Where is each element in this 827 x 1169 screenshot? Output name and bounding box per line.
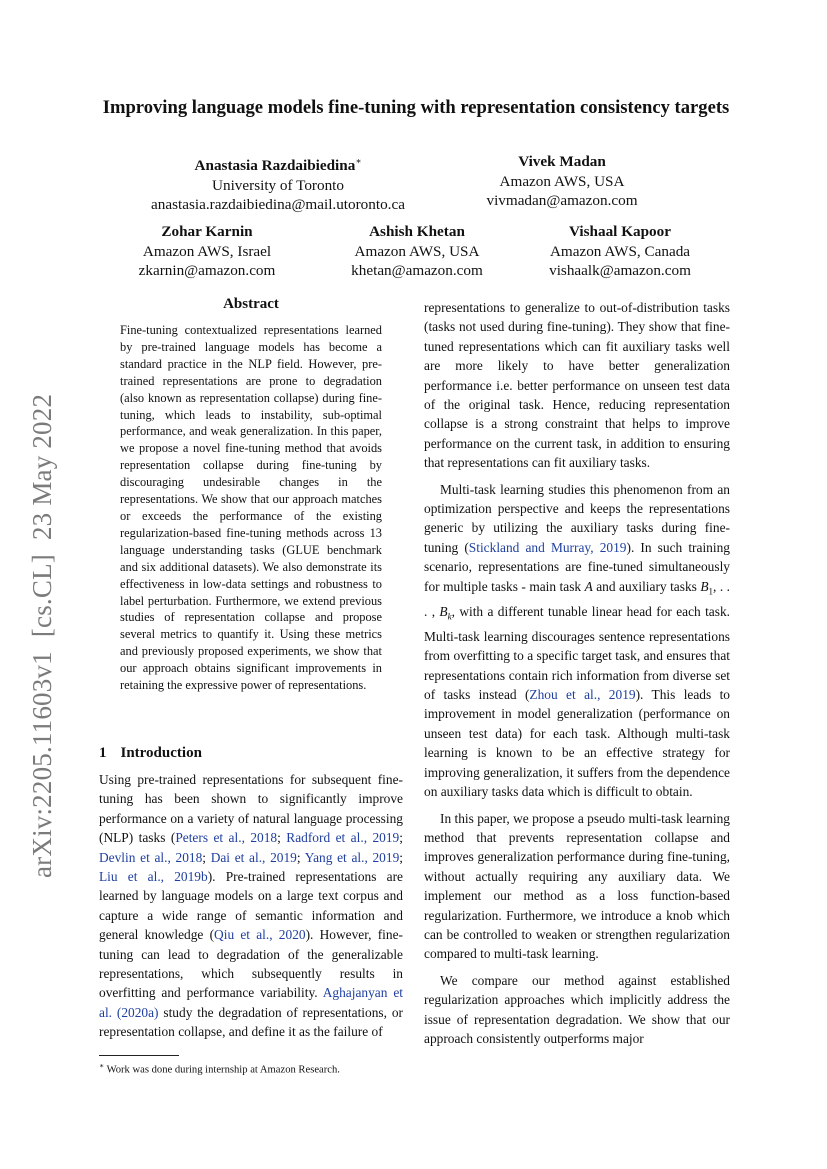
right-column: [424, 298, 730, 1048]
author-affiliation: University of Toronto: [212, 176, 344, 194]
citation-link[interactable]: Aghajanyan et al. (2020a): [99, 985, 403, 1020]
author-email: anastasia.razdaibiedina@mail.utoronto.ca: [151, 196, 405, 214]
author-block: [530, 222, 710, 281]
author-block: [138, 152, 418, 215]
arxiv-category: [cs.CL]: [27, 554, 57, 638]
author-name: Anastasia Razdaibiedina∗: [194, 156, 362, 175]
section-number: 1: [99, 745, 107, 761]
arxiv-date: 23 May 2022: [27, 393, 57, 541]
citation-link[interactable]: Liu et al., 2019b: [99, 869, 208, 885]
abstract-text: Fine-tuning contextualized representations learned by pre-trained language models has become a standard practice in the NLP field. However, pre-trained representations are prone to degradation (also known as representation collapse) during fine-tuning, which leads to instability, sub-optimal performance, and weak generalization. In this paper, we propose a novel fine-tuning method that avoids representation collapse during fine-tuning by discouraging undesirable changes in the representations. We show that our approach matches or exceeds the performance of the existing regularization-based fine-tuning methods across 13 language understanding tasks (GLUE benchmark and six additional datasets). We also demonstrate its effectiveness in low-data settings and robustness to label perturbation. Furthermore, we extend previous studies of representation collapse and propose several metrics to quantify it. Using these metrics and previously proposed experiments, we show that our approach obtains significant improvements in retaining the expressive power of representations.: [120, 323, 382, 693]
author-name: Zohar Karnin: [161, 223, 253, 240]
citation-link[interactable]: Radford et al., 2019: [286, 830, 400, 846]
paper-title: Improving language models fine-tuning with representation consistency targets: [102, 97, 730, 118]
author-block: [462, 152, 662, 211]
citation-link[interactable]: Peters et al., 2018: [175, 830, 278, 846]
author-name: Ashish Khetan: [369, 223, 465, 240]
citation-link[interactable]: Qiu et al., 2020: [214, 927, 306, 943]
author-block: [122, 222, 292, 281]
footnote: [99, 1059, 340, 1078]
author-name: Vishaal Kapoor: [569, 223, 671, 240]
arxiv-side-identifier: [18, 358, 66, 878]
citation-link[interactable]: Devlin et al., 2018: [99, 849, 203, 865]
intro-paragraph: Using pre-trained representations for subsequent fine-tuning has been shown to significantly improve performance on a variety of natural language processing (NLP) tasks (Peters et al., 2018; Radford et al., 2019; Devlin et al., 2018; Dai et al., 2019; Yang et al., 2019; Liu et al., 2019b). Pre-trained representations are learned by language models on a large text corpus and capture a wide range of semantic information and general knowledge (Qiu et al., 2020). However, fine-tuning can lead to degradation of the generalizable representations, which subsequently results in overfitting and performance variability. Aghajanyan et al. (2020a) study the degradation of representations, or representation collapse, and define it as the failure of: [99, 772, 403, 1040]
paragraph: Multi-task learning studies this phenomenon from an optimization perspective and keeps the representations generic by utilizing the auxiliary tasks during fine-tuning (Stickland and Murray, 2019). In such training scenario, representations are fine-tuned simultaneously for multiple tasks - main task A and auxiliary tasks $B_1$, . . . , $B_k$, with a different tunable linear head for each task. Multi-task learning discourages sentence representations from overfitting to a specific target task, and ensures that representations contain rich information from diverse set of tasks instead (Zhou et al., 2019). This leads to improvement in model generalization (performance on unseen test data) for each task. Although multi-task learning is known to be an effective strategy for improving generalization, it suffers from the dependence on auxiliary tasks data which is difficult to obtain.: [424, 481, 731, 800]
citation-link[interactable]: Stickland and Murray, 2019: [468, 539, 627, 555]
arxiv-id: arXiv:2205.11603v1: [27, 651, 57, 878]
author-email: zkarnin@amazon.com: [138, 262, 276, 279]
author-name: Vivek Madan: [518, 153, 606, 170]
citation-link[interactable]: Yang et al., 2019: [304, 849, 400, 865]
intro-left-column: [99, 770, 403, 1042]
paragraph: In this paper, we propose a pseudo multi-task learning method that prevents representation collapse and improves generalization performance during fine-tuning, without actually requiring any auxiliary data. We implement our method as a loss function-based regularization. Furthermore, we introduce a knob which can be controlled to weaken or strengthen regularization compared to multi-task learning.: [424, 810, 730, 962]
author-email: vishaalk@amazon.com: [549, 262, 691, 279]
section-heading: [99, 745, 202, 762]
abstract-heading: Abstract: [223, 296, 279, 312]
section-title: Introduction: [120, 745, 202, 761]
author-affiliation: Amazon AWS, Canada: [549, 242, 691, 260]
author-email: vivmadan@amazon.com: [486, 192, 638, 209]
citation-link[interactable]: Dai et al., 2019: [210, 849, 297, 865]
author-affiliation: Amazon AWS, Israel: [142, 242, 272, 260]
footnote-mark: ∗: [99, 1061, 105, 1070]
citation-link[interactable]: Zhou et al., 2019: [529, 687, 636, 703]
paragraph: We compare our method against established regularization approaches which implicitly address the issue of representation degradation. We show that our approach consistently outperforms major: [424, 972, 730, 1046]
author-footnote-mark: ∗: [355, 156, 362, 166]
footnote-text: Work was done during internship at Amazon Research.: [106, 1064, 340, 1076]
paragraph: representations to generalize to out-of-distribution tasks (tasks not used during fine-tuning). They show that fine-tuned representations which can fit auxiliary tasks well are more likely to have better generalization performance i.e. better performance on unseen test data of the original task. Hence, reducing representation collapse is a strong constraint that helps to improve performance on the current task, in addition to ensuring that representations can fit auxiliary tasks.: [424, 300, 730, 471]
abstract: [120, 322, 382, 694]
author-affiliation: Amazon AWS, USA: [499, 172, 625, 190]
author-email: khetan@amazon.com: [351, 262, 483, 279]
author-block: [332, 222, 502, 281]
author-affiliation: Amazon AWS, USA: [354, 242, 480, 260]
footnote-rule: [99, 1055, 179, 1056]
